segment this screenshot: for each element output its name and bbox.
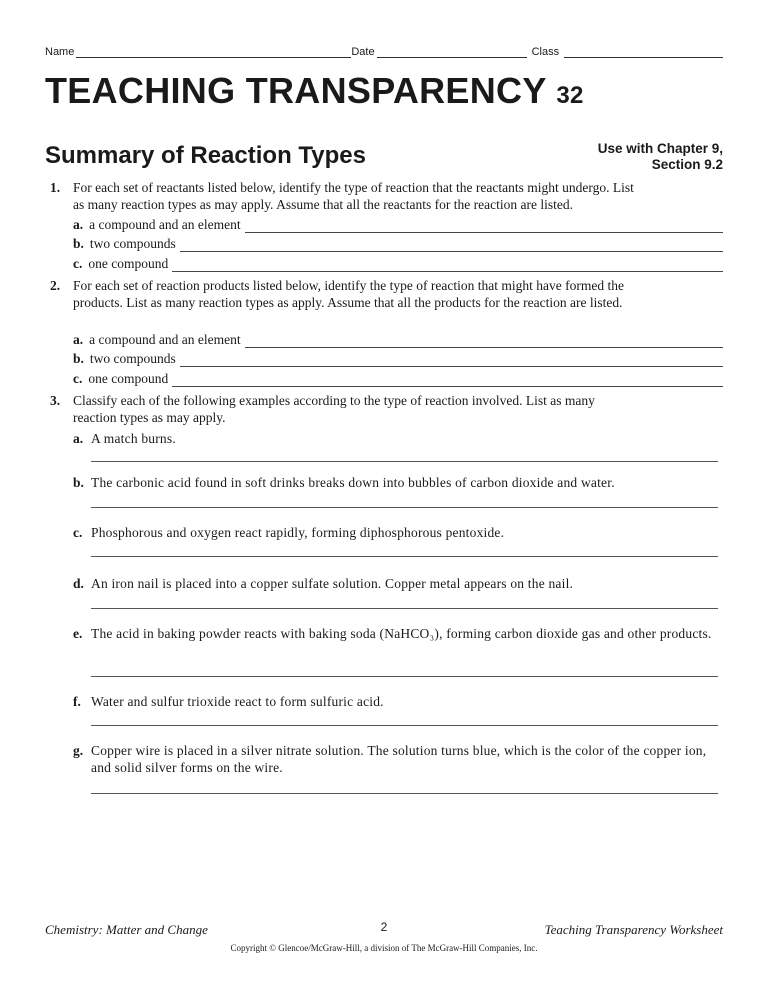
question-number: 3. — [50, 393, 61, 408]
q3-item-a — [73, 430, 718, 447]
item-text: A match burns. — [91, 431, 176, 446]
question-text: For each set of reactants listed below, identify the type of reaction that the reactants might undergo. List as many reaction types as may apply. Assume that all the reactants for the reaction are listed. — [73, 180, 634, 212]
item-letter: e. — [73, 626, 83, 641]
item-letter: c. — [73, 525, 83, 540]
q3-item-b — [73, 474, 718, 491]
class-field[interactable] — [564, 47, 723, 58]
class-label: Class — [531, 46, 560, 58]
page-title — [45, 70, 584, 112]
chapter-reference-line1: Use with Chapter 9, — [597, 141, 723, 156]
chapter-reference — [543, 141, 723, 173]
date-label: Date — [351, 46, 375, 58]
q3-item-c — [73, 524, 718, 541]
question-text: For each set of reaction products listed below, identify the type of reaction that might have formed the products. List as many reaction types as apply. Assume that all the products for the reaction are listed. — [73, 278, 624, 310]
q3-item-e — [73, 625, 718, 642]
item-text: Copper wire is placed in a silver nitrate solution. The solution turns blue, which is the color of the copper ion, and solid silver forms on the wire. — [91, 743, 707, 775]
item-text: two compounds — [89, 236, 176, 251]
answer-line-3g[interactable] — [91, 793, 718, 794]
item-letter: a. — [73, 332, 84, 347]
question-text: Classify each of the following examples according to the type of reaction involved. List as many reaction types as may apply. — [73, 393, 595, 425]
title-number: 32 — [556, 82, 584, 109]
item-letter: f. — [73, 694, 81, 709]
answer-line[interactable] — [172, 258, 723, 272]
q1-item-b — [73, 235, 723, 252]
question-number: 1. — [50, 180, 61, 195]
item-letter: c. — [73, 256, 83, 271]
answer-line-3d[interactable] — [91, 608, 718, 609]
q2-item-b — [73, 350, 723, 367]
item-letter: g. — [73, 743, 84, 758]
q2-item-c — [73, 370, 723, 387]
item-text: The acid in baking powder reacts with baking soda (NaHCO₃), forming carbon dioxide gas and other products. — [91, 626, 712, 641]
answer-line-3b[interactable] — [91, 507, 718, 508]
student-info-header — [45, 44, 723, 58]
question-1 — [50, 179, 640, 213]
page-number: 2 — [380, 920, 388, 934]
question-number: 2. — [50, 278, 61, 293]
item-letter: b. — [73, 351, 84, 366]
item-letter: b. — [73, 236, 84, 251]
item-letter: c. — [73, 371, 83, 386]
name-field[interactable] — [76, 47, 351, 58]
chapter-reference-line2: Section 9.2 — [651, 157, 723, 172]
answer-line-3a[interactable] — [91, 461, 718, 462]
item-letter: a. — [73, 431, 84, 446]
q1-item-c — [73, 255, 723, 272]
item-text: one compound — [88, 256, 169, 271]
question-3 — [50, 392, 640, 426]
item-letter: d. — [73, 576, 84, 591]
footer-worksheet-label: Teaching Transparency Worksheet — [544, 922, 723, 937]
item-letter: a. — [73, 217, 84, 232]
answer-line[interactable] — [172, 373, 723, 387]
answer-line[interactable] — [180, 353, 723, 367]
q3-item-d — [73, 575, 718, 592]
item-letter: b. — [73, 475, 84, 490]
footer-book-title: Chemistry: Matter and Change — [45, 922, 208, 937]
item-text: Phosphorous and oxygen react rapidly, forming diphosphorous pentoxide. — [91, 525, 505, 540]
q3-item-f — [73, 693, 718, 710]
q2-item-a — [73, 331, 723, 348]
item-text: a compound and an element — [89, 332, 241, 347]
item-text: Water and sulfur trioxide react to form sulfuric acid. — [91, 694, 384, 709]
title-main: TEACHING TRANSPARENCY — [45, 70, 547, 111]
answer-line[interactable] — [245, 219, 723, 233]
copyright-notice: Copyright © Glencoe/McGraw-Hill, a division of The McGraw-Hill Companies, Inc. — [230, 943, 538, 953]
item-text: two compounds — [89, 351, 176, 366]
worksheet-subtitle: Summary of Reaction Types — [45, 142, 366, 169]
q1-item-a — [73, 216, 723, 233]
answer-line-3c[interactable] — [91, 556, 718, 557]
item-text: An iron nail is placed into a copper sulfate solution. Copper metal appears on the nail. — [91, 576, 574, 591]
item-text: a compound and an element — [89, 217, 241, 232]
answer-line-3e[interactable] — [91, 676, 718, 677]
name-label: Name — [45, 46, 75, 58]
item-text: The carbonic acid found in soft drinks breaks down into bubbles of carbon dioxide and water. — [91, 475, 615, 490]
date-field[interactable] — [377, 47, 527, 58]
answer-line[interactable] — [180, 238, 723, 252]
question-2 — [50, 277, 640, 311]
answer-line[interactable] — [245, 334, 723, 348]
answer-line-3f[interactable] — [91, 725, 718, 726]
item-text: one compound — [88, 371, 169, 386]
q3-item-g — [73, 742, 718, 776]
